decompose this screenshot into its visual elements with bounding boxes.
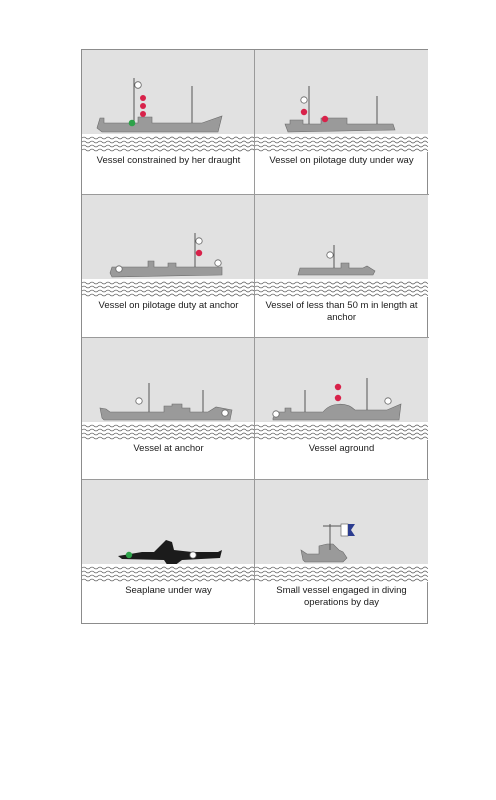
panel-pilotage-under-way — [255, 50, 428, 195]
masthead-white-light — [135, 82, 142, 89]
red-light — [301, 109, 307, 115]
anchor-light-forward — [136, 398, 142, 404]
caption-vessel-aground: Vessel aground — [308, 443, 375, 454]
white-light — [301, 97, 307, 103]
illustration-small-vessel-anchor — [255, 195, 428, 297]
anchor-light-aft — [385, 398, 391, 404]
illustration-vessel-aground — [255, 338, 428, 440]
red-light — [140, 111, 146, 117]
anchor-light-aft — [222, 410, 228, 416]
illustration-seaplane-under-way — [82, 480, 255, 582]
red-light — [140, 103, 146, 109]
green-sidelight — [126, 552, 132, 558]
caption-diving-operations: Small vessel engaged in diving operations by day — [276, 585, 407, 608]
white-light — [196, 238, 202, 244]
caption-small-vessel-anchor: Vessel of less than 50 m in length at anchor — [265, 300, 418, 323]
red-light-upper — [335, 384, 341, 390]
illustration-constrained-by-draught — [82, 50, 255, 152]
panel-small-vessel-anchor — [255, 195, 428, 340]
anchor-light-forward — [116, 266, 122, 272]
red-sidelight — [322, 116, 328, 122]
grid-divider-row-2 — [82, 337, 429, 338]
illustration-vessel-at-anchor — [82, 338, 255, 440]
panel-pilotage-at-anchor — [82, 195, 255, 340]
white-light — [190, 552, 196, 558]
illustration-diving-operations — [255, 480, 428, 582]
figure-grid — [81, 49, 428, 624]
panel-vessel-aground — [255, 338, 428, 483]
green-sidelight — [129, 120, 136, 127]
red-light — [140, 95, 146, 101]
caption-pilotage-at-anchor: Vessel on pilotage duty at anchor — [98, 300, 239, 311]
caption-pilotage-under-way: Vessel on pilotage duty under way — [269, 155, 414, 166]
panel-constrained-by-draught — [82, 50, 255, 195]
panel-vessel-at-anchor — [82, 338, 255, 483]
red-light-lower — [335, 395, 341, 401]
illustration-pilotage-under-way — [255, 50, 428, 152]
caption-seaplane-under-way: Seaplane under way — [125, 585, 212, 596]
anchor-light — [327, 252, 333, 258]
panel-seaplane-under-way — [82, 480, 255, 625]
grid-divider-row-3 — [82, 479, 429, 480]
red-light — [196, 250, 202, 256]
grid-divider-row-1 — [82, 194, 429, 195]
panel-diving-operations — [255, 480, 428, 625]
caption-vessel-at-anchor: Vessel at anchor — [133, 443, 204, 454]
illustration-pilotage-at-anchor — [82, 195, 255, 297]
caption-constrained-by-draught: Vessel constrained by her draught — [96, 155, 241, 166]
anchor-light-aft — [215, 260, 221, 266]
anchor-light-forward — [273, 411, 279, 417]
